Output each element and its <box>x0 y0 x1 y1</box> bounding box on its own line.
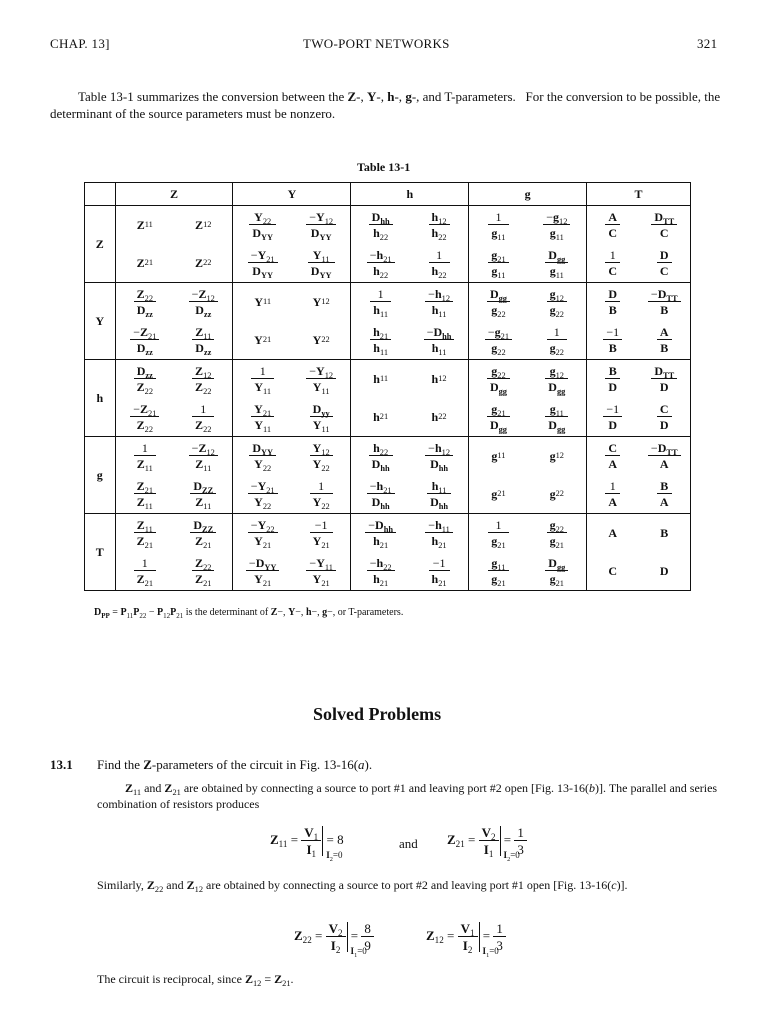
equation-z22: $Z_{22}$ = $\frac{V_2}{I_2}$ $I_1=0$ = $\frac{8}{9}$ <box>294 922 374 952</box>
row-header-z: Z <box>85 206 116 283</box>
table-header-row <box>85 183 691 206</box>
table-row <box>85 360 691 437</box>
cell-g-t: $\frac{C}{A}$ $\frac{-D_{TT}}{A}$ $\frac{1}{A}$ $\frac{B}{A}$ <box>586 437 690 514</box>
intro-paragraph: Table 13-1 summarizes the conversion between the Z-, Y-, h-, g-, and T-parameters. For the conversion to be possible, the determinant of the source parameters must be nonzero. <box>50 89 721 121</box>
table-row <box>85 437 691 514</box>
cell-h-y: $\frac{1}{Y_{11}}$ $\frac{-Y_{12}}{Y_{11}}$ $\frac{Y_{21}}{Y_{11}}$ $\frac{D_{yy}}{Y_{11}}$ <box>233 360 351 437</box>
cell-y-y: Y 11 Y 12 Y 21 Y 22 <box>233 283 351 360</box>
problem-paragraph-1: $Z_{11}$ and $Z_{21}$ are obtained by connecting a source to port #1 and leaving port #2 open [Fig. 13-16(b)]. The parallel and series combination of resistors produces <box>97 781 718 811</box>
col-header-h: h <box>351 183 469 206</box>
running-head-title: TWO-PORT NETWORKS <box>303 36 450 51</box>
cell-t-h: $\frac{-D_{hh}}{h_{21}}$ $\frac{-h_{11}}{h_{21}}$ $\frac{-h_{22}}{h_{21}}$ $\frac{-1}{h_{21}}$ <box>351 514 469 591</box>
table-row <box>85 514 691 591</box>
cell-z-z: Z 11 Z 12 Z 21 Z 22 <box>115 206 233 283</box>
problem-number: 13.1 <box>50 757 73 772</box>
col-header-g: g <box>469 183 587 206</box>
cell-t-z: $\frac{Z_{11}}{Z_{21}}$ $\frac{D_{ZZ}}{Z_{21}}$ $\frac{1}{Z_{21}}$ $\frac{Z_{22}}{Z_{21}}$ <box>115 514 233 591</box>
cell-g-y: $\frac{D_{YY}}{Y_{22}}$ $\frac{Y_{12}}{Y_{22}}$ $\frac{-Y_{21}}{Y_{22}}$ $\frac{1}{Y_{22}}$ <box>233 437 351 514</box>
page-number: 321 <box>697 36 718 51</box>
cell-t-t: A B C D <box>586 514 690 591</box>
equation-and: and <box>399 836 418 851</box>
cell-y-g: $\frac{D_{gg}}{g_{22}}$ $\frac{g_{12}}{g_{22}}$ $\frac{-g_{21}}{g_{22}}$ $\frac{1}{g_{22}}$ <box>469 283 587 360</box>
cell-h-h: h 11 h 12 h 21 h 22 <box>351 360 469 437</box>
z11-value: 8 <box>337 831 344 847</box>
cell-y-z: $\frac{Z_{22}}{D_{zz}}$ $\frac{-Z_{12}}{D_{zz}}$ $\frac{-Z_{21}}{D_{zz}}$ $\frac{Z_{11}}{D_{zz}}$ <box>115 283 233 360</box>
cell-z-g: $\frac{1}{g_{11}}$ $\frac{-g_{12}}{g_{11}}$ $\frac{g_{21}}{g_{11}}$ $\frac{D_{gg}}{g_{11}}$ <box>469 206 587 283</box>
table-footnote: $D_{PP} = P_{11}P_{22} - P_{12}P_{21}$ is the determinant of Z−, Y−, h−, g−, or T-parameters. <box>94 607 404 620</box>
table-corner <box>85 183 116 206</box>
cell-t-y: $\frac{-Y_{22}}{Y_{21}}$ $\frac{-1}{Y_{21}}$ $\frac{-D_{YY}}{Y_{21}}$ $\frac{-Y_{11}}{Y_{21}}$ <box>233 514 351 591</box>
equation-z12: $Z_{12}$ = $\frac{V_1}{I_2}$ $I_1=0$ = $\frac{1}{3}$ <box>426 922 506 952</box>
cell-g-h: $\frac{h_{22}}{D_{hh}}$ $\frac{-h_{12}}{D_{hh}}$ $\frac{-h_{21}}{D_{hh}}$ $\frac{h_{11}}{D_{hh}}$ <box>351 437 469 514</box>
row-header-h: h <box>85 360 116 437</box>
row-header-g: g <box>85 437 116 514</box>
cell-z-t: $\frac{A}{C}$ $\frac{D_{TT}}{C}$ $\frac{1}{C}$ $\frac{D}{C}$ <box>586 206 690 283</box>
cell-z-y: $\frac{Y_{22}}{D_{YY}}$ $\frac{-Y_{12}}{D_{YY}}$ $\frac{-Y_{21}}{D_{YY}}$ $\frac{Y_{11}}{D_{YY}}$ <box>233 206 351 283</box>
problem-paragraph-3: The circuit is reciprocal, since $Z_{12} = Z_{21}$. <box>97 972 294 988</box>
cell-z-h: $\frac{D_{hh}}{h_{22}}$ $\frac{h_{12}}{h_{22}}$ $\frac{-h_{21}}{h_{22}}$ $\frac{1}{h_{22}}$ <box>351 206 469 283</box>
row-header-y: Y <box>85 283 116 360</box>
equation-z21: $Z_{21}$ = $\frac{V_2}{I_1}$ $I_2=0$ = $\frac{1}{3}$ <box>447 826 527 856</box>
cell-h-g: $\frac{g_{22}}{D_{gg}}$ $\frac{g_{12}}{D_{gg}}$ $\frac{g_{21}}{D_{gg}}$ $\frac{g_{11}}{D_{gg}}$ <box>469 360 587 437</box>
problem-statement: Find the Z-parameters of the circuit in Fig. 13-16(a). <box>97 757 373 772</box>
cell-h-z: $\frac{D_{zz}}{Z_{22}}$ $\frac{Z_{12}}{Z_{22}}$ $\frac{-Z_{21}}{Z_{22}}$ $\frac{1}{Z_{22}}$ <box>115 360 233 437</box>
equation-z11: $Z_{11}$ = $\frac{V_1}{I_1}$ $I_2=0$ = 8 <box>270 825 344 863</box>
table-row <box>85 283 691 360</box>
section-title: Solved Problems <box>313 704 442 724</box>
problem-paragraph-2: Similarly, $Z_{22}$ and $Z_{12}$ are obtained by connecting a source to port #2 and leaving port #1 open [Fig. 13-16(c)]. <box>97 878 628 894</box>
cell-t-g: $\frac{1}{g_{21}}$ $\frac{g_{22}}{g_{21}}$ $\frac{g_{11}}{g_{21}}$ $\frac{D_{gg}}{g_{21}}$ <box>469 514 587 591</box>
col-header-y: Y <box>233 183 351 206</box>
cell-g-g: g 11 g 12 g 21 g 22 <box>469 437 587 514</box>
col-header-z: Z <box>115 183 233 206</box>
table-row <box>85 206 691 283</box>
cell-y-h: $\frac{1}{h_{11}}$ $\frac{-h_{12}}{h_{11}}$ $\frac{h_{21}}{h_{11}}$ $\frac{-D_{hh}}{h_{11}}$ <box>351 283 469 360</box>
conversion-table <box>84 182 691 591</box>
cell-h-t: $\frac{B}{D}$ $\frac{D_{TT}}{D}$ $\frac{-1}{D}$ $\frac{C}{D}$ <box>586 360 690 437</box>
cell-y-t: $\frac{D}{B}$ $\frac{-D_{TT}}{B}$ $\frac{-1}{B}$ $\frac{A}{B}$ <box>586 283 690 360</box>
running-head-chapter: CHAP. 13] <box>50 36 110 51</box>
table-caption: Table 13-1 <box>357 160 411 174</box>
row-header-t: T <box>85 514 116 591</box>
cell-g-z: $\frac{1}{Z_{11}}$ $\frac{-Z_{12}}{Z_{11}}$ $\frac{Z_{21}}{Z_{11}}$ $\frac{D_{ZZ}}{Z_{11}}$ <box>115 437 233 514</box>
col-header-t: T <box>586 183 690 206</box>
